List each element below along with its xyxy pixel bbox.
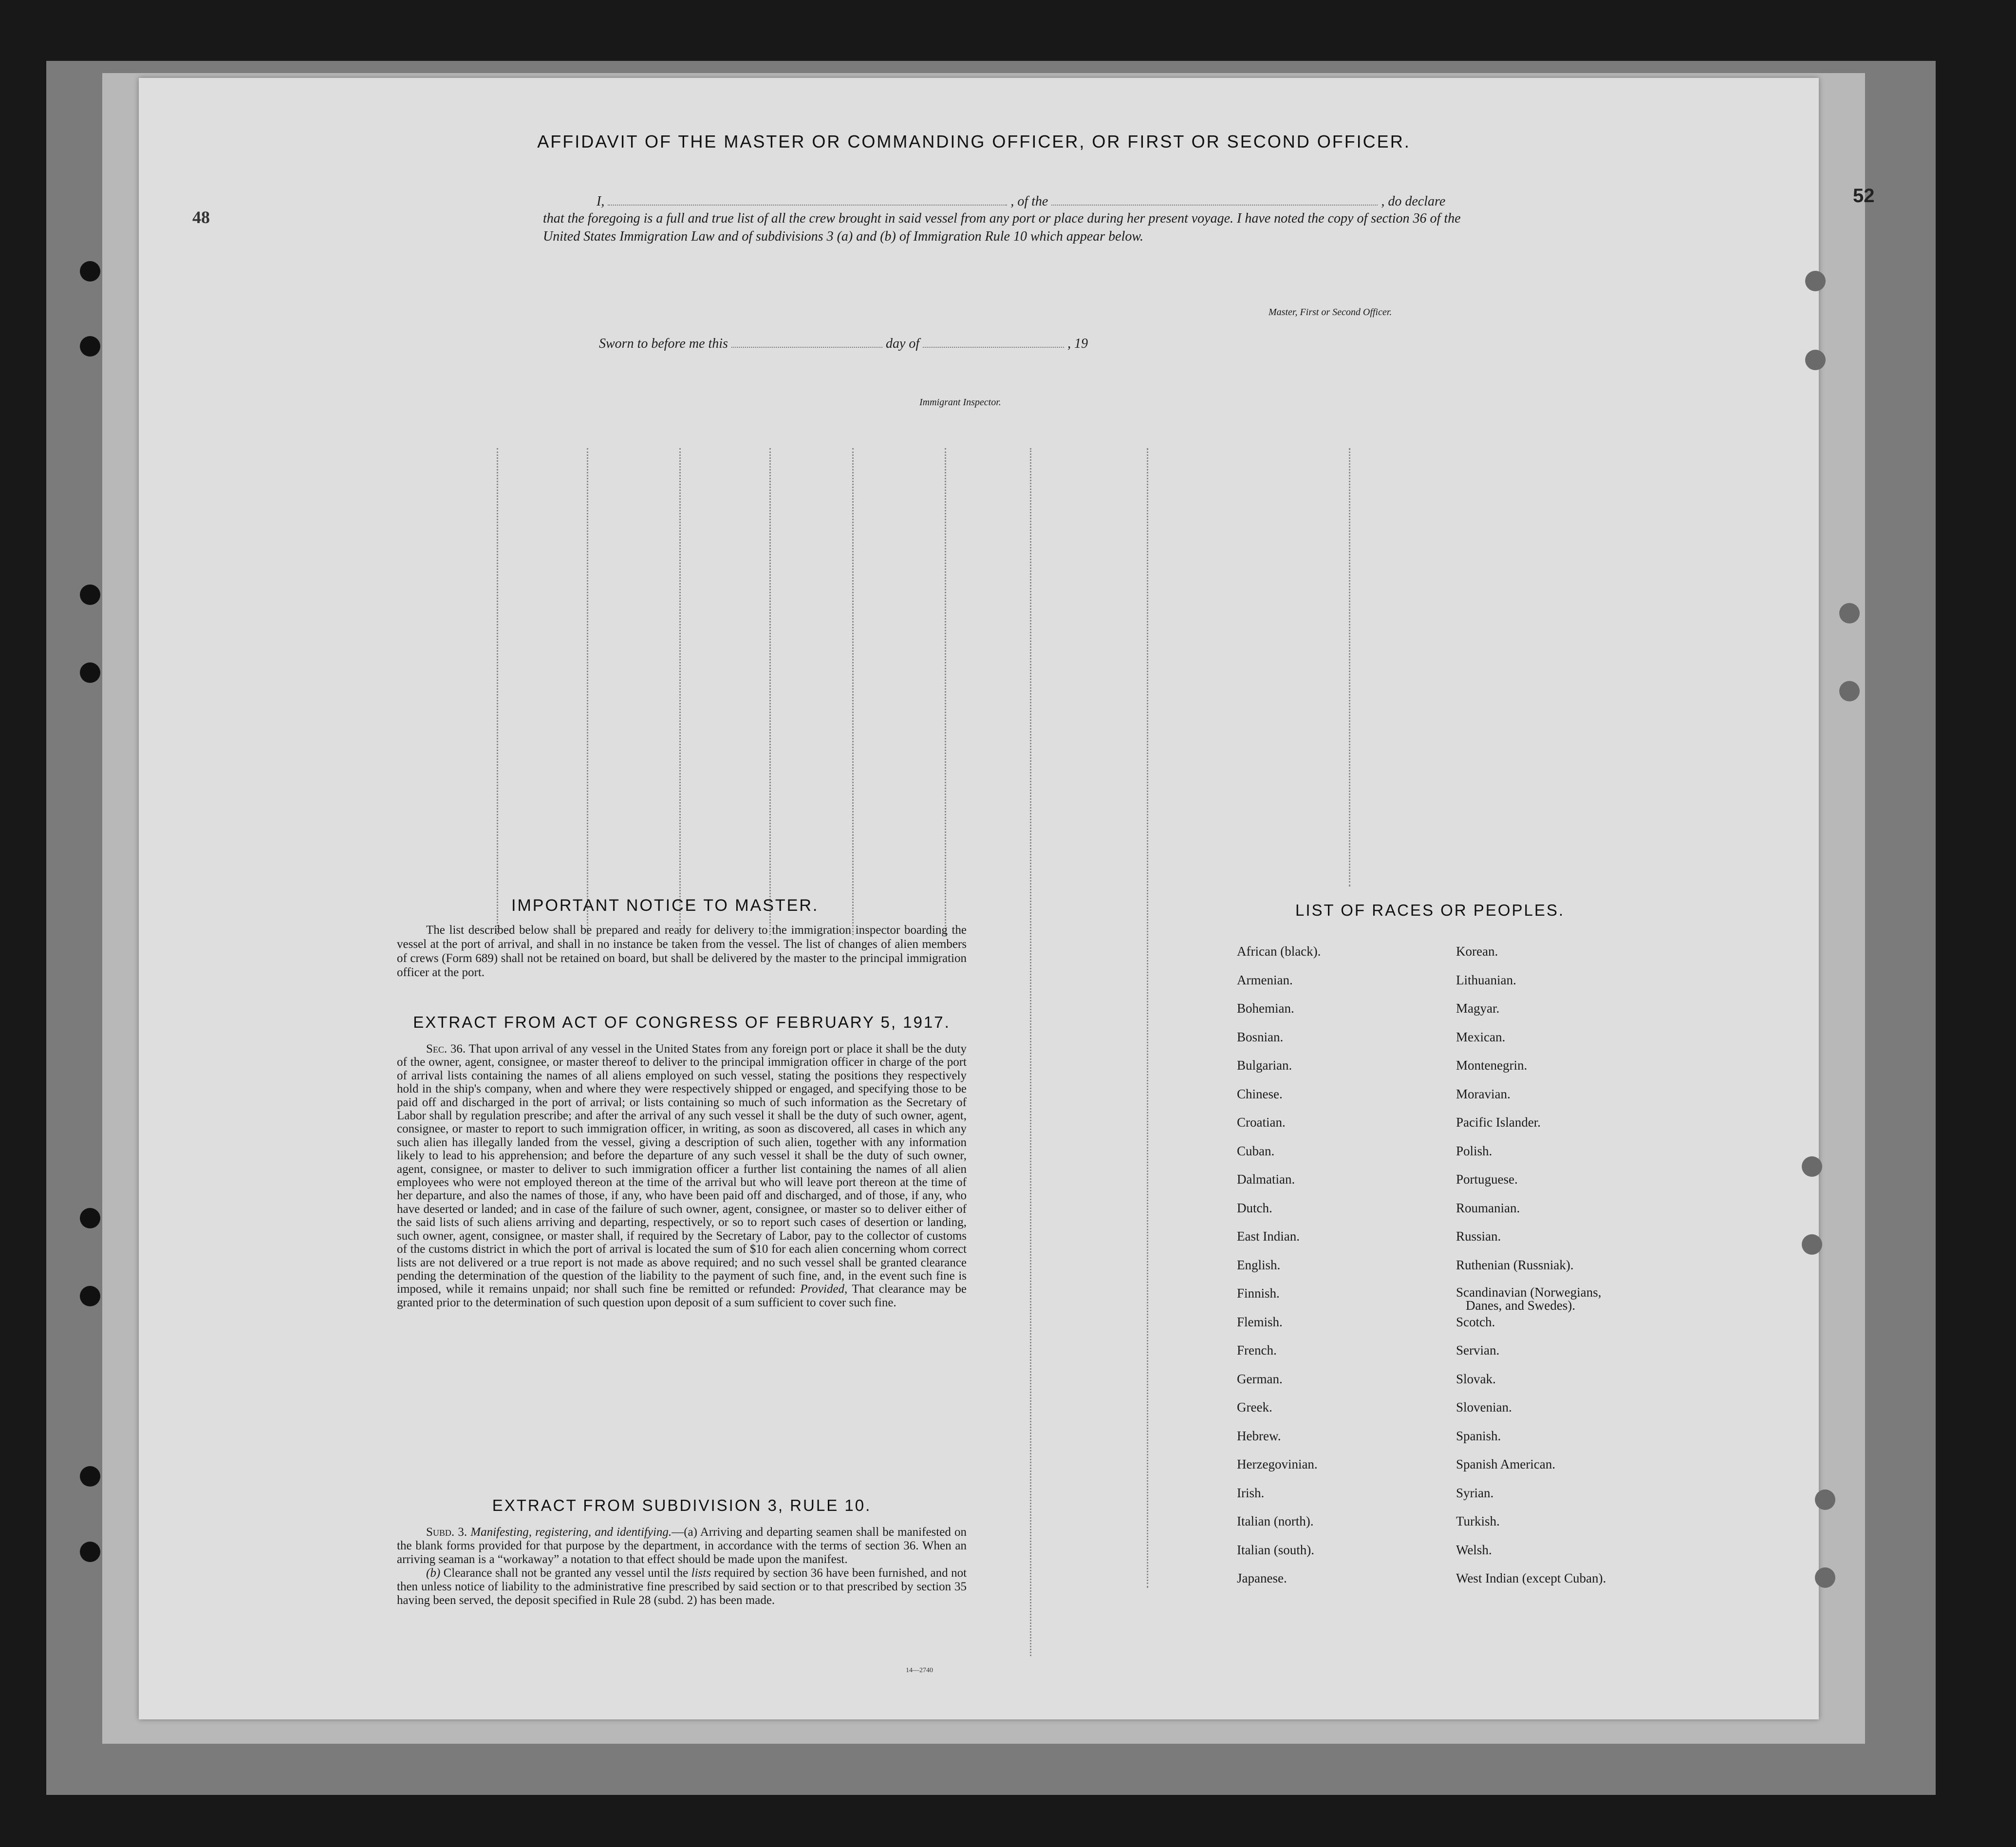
race-item: Mexican. (1456, 1029, 1506, 1044)
race-item: Greek. (1237, 1400, 1272, 1414)
para-b-label: (b) (426, 1566, 441, 1580)
signature-label: Master, First or Second Officer. (1269, 307, 1392, 318)
binder-hole (1805, 350, 1826, 370)
column-guide (679, 448, 681, 935)
race-item: Spanish. (1456, 1428, 1501, 1443)
column-guide (769, 448, 771, 935)
rule-para-a (397, 1526, 967, 1566)
race-item: Russian. (1456, 1229, 1501, 1244)
race-item: Ruthenian (Russniak). (1456, 1257, 1574, 1272)
race-item: Roumanian. (1456, 1200, 1520, 1215)
notice-title: IMPORTANT NOTICE TO MASTER. (511, 896, 819, 915)
declare-i: I, (597, 194, 605, 209)
binder-hole (1839, 681, 1860, 701)
affidavit-title: AFFIDAVIT OF THE MASTER OR COMMANDING OFFICER, OR FIRST OR SECOND OFFICER. (537, 132, 1411, 151)
para-b-text-2: required by section 36 have been furnished, and not then unless notice of liability to the administrative fine prescribed by said section or to that prescribed by section 35 having been served, the deposit specified in Rule 28 (subd. 2) has been made. (397, 1566, 967, 1607)
race-item: Armenian. (1237, 972, 1293, 987)
para-b-lists: lists (691, 1566, 711, 1580)
binder-hole (80, 1466, 100, 1487)
binder-hole (80, 1286, 100, 1306)
race-item: Slovenian. (1456, 1400, 1512, 1414)
race-item: Italian (south). (1237, 1542, 1314, 1557)
year-prefix: , 19 (1067, 336, 1088, 351)
day-blank[interactable] (731, 347, 882, 348)
subd-heading: Manifesting, registering, and identifying. (470, 1526, 672, 1539)
race-item: Herzegovinian. (1237, 1457, 1318, 1471)
race-item: Spanish American. (1456, 1457, 1555, 1471)
race-item: Welsh. (1456, 1542, 1492, 1557)
race-item: Flemish. (1237, 1314, 1283, 1329)
race-item: African (black). (1237, 944, 1321, 959)
column-guide (1349, 448, 1350, 886)
extract-act-title: EXTRACT FROM ACT OF CONGRESS OF FEBRUARY 5, 1917. (413, 1013, 951, 1031)
races-left-column (1237, 944, 1441, 1600)
race-item: Croatian. (1237, 1115, 1286, 1130)
race-item: Japanese. (1237, 1571, 1287, 1585)
race-item: Lithuanian. (1456, 972, 1516, 987)
affidavit-body: that the foregoing is a full and true list of all the crew brought in said vessel from any port or place during her present voyage. I have noted the copy of section 36 of the United States Immigration Law and of subdivisions 3 (a) and (b) of Immigration Rule 10 which appear below. (543, 211, 1461, 244)
race-item: Slovak. (1456, 1371, 1496, 1386)
binder-hole (80, 584, 100, 605)
race-item: Servian. (1456, 1343, 1500, 1357)
race-item: French. (1237, 1343, 1277, 1357)
race-item: Scandinavian (Norwegians, (1456, 1285, 1602, 1300)
para-a-text: —(a) Arriving and departing seamen shall be manifested on the blank forms provided for that purpose by the department, in accordance with the terms of section 36. When an arriving seaman is a “workaway” a notation to that effect should be made upon the manifest. (397, 1526, 967, 1566)
race-item: Bosnian. (1237, 1029, 1284, 1044)
races-right-column (1456, 944, 1699, 1600)
race-item-continuation: Danes, and Swedes). (1466, 1298, 1575, 1313)
race-item: Scotch. (1456, 1314, 1495, 1329)
day-of-text: day of (885, 336, 920, 351)
race-item: German. (1237, 1371, 1283, 1386)
declare-do: , do declare (1381, 194, 1446, 209)
races-title: LIST OF RACES OR PEOPLES. (1295, 901, 1565, 919)
section-label: Sec. 36. (426, 1042, 466, 1055)
race-item: Bulgarian. (1237, 1058, 1292, 1073)
binder-hole (1839, 603, 1860, 623)
section-text: That upon arrival of any vessel in the United States from any foreign port or place it shall be the duty of the owner, agent, consignee, or master thereof to deliver to the principal immigration officer in charge of the port of arrival lists containing the names of all aliens employed on such vessel, stating the positions they respectively hold in the ship's company, when and where they were respectively shipped or engaged, and specifying those to be paid off and discharged in the port of arrival; or lists containing so much of such information as the Secretary of Labor shall by regulation prescribe; and after the arrival of any such vessel it shall be the duty of such owner, agent, consignee, or master to report to such immigration officer, in writing, as soon as discovered, all cases in which any such alien has illegally landed from the vessel, giving a description of such alien, together with any information likely to lead to his apprehension; and before the departure of any such vessel it shall be the duty of such owner, agent, consignee, or master to deliver to such immigration officer a further list containing the names of all alien employees who were not employed thereon at the time of the arrival but who will leave port thereon at the time of her departure, and also the names of those, if any, who have been paid off and discharged, and of those, if any, who have deserted or landed; and in case of the failure of such owner, agent, consignee, or master so to deliver either of the said lists of such aliens arriving and departing, respectively, or so to report such cases of desertion or landing, such owner, agent, consignee, or master shall, if required by the Secretary of Labor, pay to the collector of customs of the customs district in which the port of arrival is located the sum of $10 for each alien concerning whom correct lists are not delivered or a true report is not made as above required; and no such vessel shall be granted clearance pending the determination of the question of the liability to the payment of such fine, and, in the event such fine is imposed, while it remains unpaid; nor shall such fine be remitted or refunded: (397, 1042, 967, 1296)
subd-label: Subd. 3. (426, 1526, 467, 1539)
race-item: English. (1237, 1257, 1281, 1272)
column-guide (852, 448, 854, 935)
column-guide (587, 448, 588, 935)
binder-hole (1802, 1234, 1822, 1255)
race-item: East Indian. (1237, 1229, 1300, 1244)
declare-of-the: , of the (1010, 194, 1048, 209)
binder-hole (80, 261, 100, 282)
binder-hole (1815, 1489, 1835, 1510)
binder-hole (1815, 1567, 1835, 1588)
rule-para-b (397, 1566, 967, 1607)
race-item: Italian (north). (1237, 1514, 1314, 1528)
column-guide (497, 448, 498, 935)
rule-10-text (397, 1526, 967, 1607)
race-item: Turkish. (1456, 1514, 1500, 1528)
para-b-text-1: Clearance shall not be granted any vessel until the (443, 1566, 689, 1580)
section-text-end: That clearance may be granted prior to the determination of such question upon deposit of a sum sufficient to cover such fine. (397, 1282, 967, 1309)
binder-hole (80, 336, 100, 357)
race-item: West Indian (except Cuban). (1456, 1571, 1606, 1585)
race-item: Hebrew. (1237, 1428, 1281, 1443)
notice-body: The list described below shall be prepared and ready for delivery to the immigration inspector boarding the vessel at the port of arrival, and shall in no instance be taken from the vessel. The list of changes of alien members of crews (Form 689) shall not be retained on board, but shall be delivered by the master to the principal immigration officer at the port. (397, 924, 967, 979)
page-number: 52 (1853, 185, 1875, 207)
name-blank[interactable] (608, 205, 1007, 206)
race-item: Moravian. (1456, 1086, 1511, 1101)
affidavit-declaration-line (597, 194, 1445, 209)
binder-hole (1805, 271, 1826, 291)
race-item: Cuban. (1237, 1143, 1275, 1158)
corner-mark: 48 (192, 207, 210, 227)
race-item: Portuguese. (1456, 1172, 1518, 1187)
column-guide (945, 448, 946, 935)
sworn-line (599, 336, 1088, 352)
race-item: Pacific Islander. (1456, 1115, 1541, 1130)
binder-hole (1802, 1156, 1822, 1177)
binder-hole (80, 1208, 100, 1228)
column-guide (1030, 448, 1031, 1656)
race-item: Irish. (1237, 1485, 1265, 1500)
race-item-scandinavian (1456, 1286, 1699, 1315)
sworn-text: Sworn to before me this (599, 336, 728, 351)
extract-rule-title: EXTRACT FROM SUBDIVISION 3, RULE 10. (492, 1496, 872, 1514)
race-item: Polish. (1456, 1143, 1493, 1158)
inspector-label: Immigrant Inspector. (919, 397, 1001, 408)
section-36-text (397, 1042, 967, 1309)
race-item: Finnish. (1237, 1286, 1280, 1300)
race-item: Syrian. (1456, 1485, 1494, 1500)
race-item: Bohemian. (1237, 1001, 1294, 1016)
race-item: Dalmatian. (1237, 1172, 1295, 1187)
race-item: Korean. (1456, 944, 1498, 959)
form-number: 14—2740 (906, 1667, 933, 1674)
binder-hole (80, 1542, 100, 1562)
vessel-blank[interactable] (1051, 205, 1378, 206)
column-guide (1147, 448, 1148, 1588)
provided-word: Provided, (800, 1282, 848, 1296)
race-item: Chinese. (1237, 1086, 1283, 1101)
month-blank[interactable] (923, 347, 1064, 348)
race-item: Dutch. (1237, 1200, 1272, 1215)
binder-hole (80, 662, 100, 683)
race-item: Montenegrin. (1456, 1058, 1528, 1073)
race-item: Magyar. (1456, 1001, 1500, 1016)
